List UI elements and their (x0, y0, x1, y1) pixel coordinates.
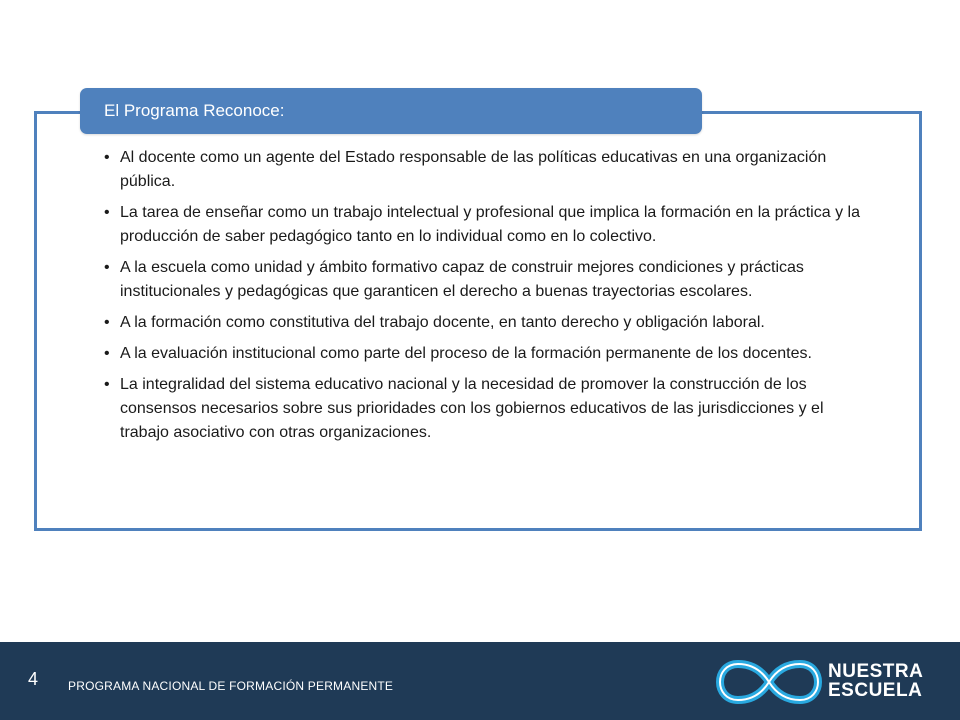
nuestra-escuela-logo (716, 656, 926, 708)
logo-text (828, 662, 923, 700)
infinity-icon (716, 656, 822, 708)
list-item: • A la escuela como unidad y ámbito formativo capaz de construir mejores condiciones y prácticas institucionales y pedagógicas que garanticen el derecho a buenas trayectorias escolares. (104, 256, 864, 304)
bullet-icon: • (104, 149, 110, 166)
box-title-text: El Programa Reconoce: (104, 101, 285, 120)
list-item: • A la evaluación institucional como parte del proceso de la formación permanente de los docentes. (104, 342, 864, 366)
program-name: PROGRAMA NACIONAL DE FORMACIÓN PERMANENTE (68, 679, 394, 693)
list-item: • La integralidad del sistema educativo nacional y la necesidad de promover la construcción de los consensos necesarios sobre sus prioridades con los gobiernos educativos de las jurisdicciones y el trabajo asociativo con otras organizaciones. (104, 373, 864, 445)
logo-line2: ESCUELA (828, 680, 923, 701)
footer (0, 642, 960, 720)
page-number: 4 (28, 669, 39, 689)
bullet-icon: • (104, 376, 110, 393)
bullet-list (104, 146, 864, 452)
box-title (80, 88, 702, 134)
bullet-icon: • (104, 259, 110, 276)
bullet-icon: • (104, 345, 110, 362)
list-item: • La tarea de enseñar como un trabajo intelectual y profesional que implica la formación en la práctica y la producción de saber pedagógico tanto en lo individual como en lo colectivo. (104, 201, 864, 249)
logo-line1: NUESTRA (828, 661, 924, 682)
bullet-icon: • (104, 314, 110, 331)
list-item: • A la formación como constitutiva del trabajo docente, en tanto derecho y obligación laboral. (104, 311, 864, 335)
list-item: • Al docente como un agente del Estado responsable de las políticas educativas en una organización pública. (104, 146, 864, 194)
bullet-icon: • (104, 204, 110, 221)
